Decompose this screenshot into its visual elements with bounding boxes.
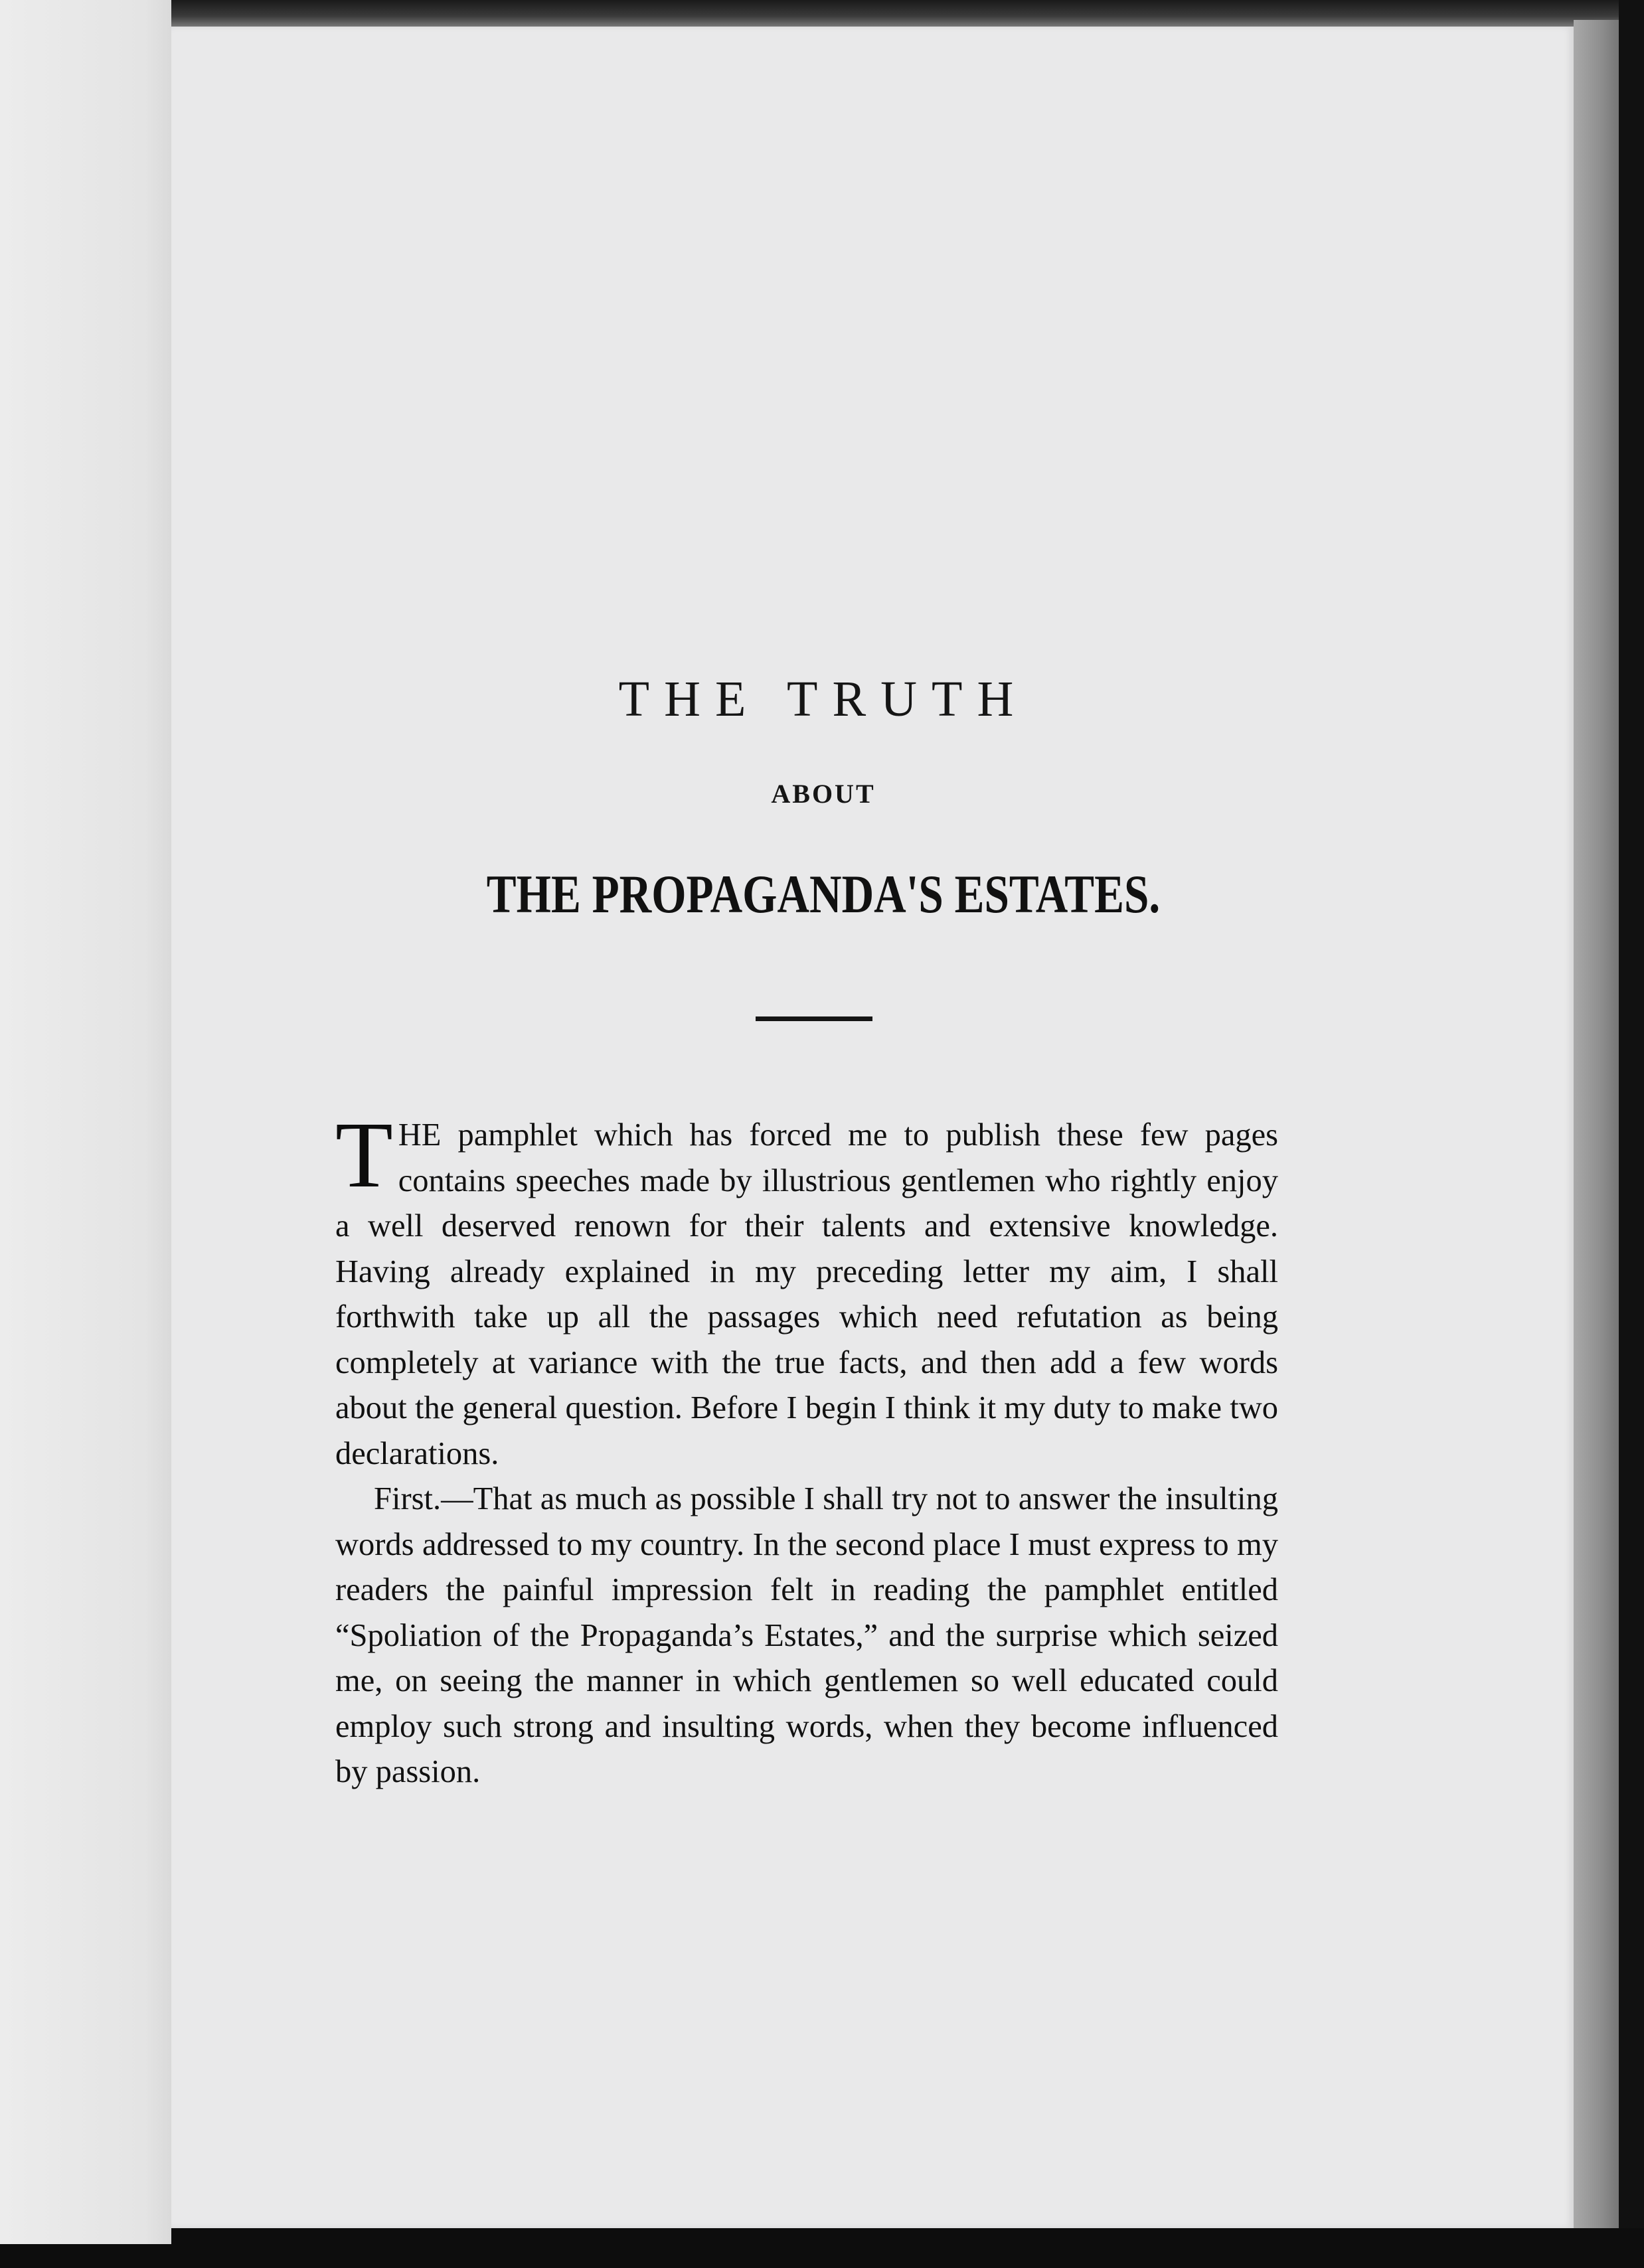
page-subtitle: THE PROPAGANDA'S ESTATES. <box>486 864 1161 924</box>
paragraph-1 <box>335 1102 1278 1477</box>
title-divider-rule <box>756 1016 872 1021</box>
top-scan-border <box>171 0 1644 27</box>
page-edge-shadow <box>1574 20 1619 2231</box>
paragraph-1-text: HE pamphlet which has forced me to publish these few pages contains speeches made by illustrious gentlemen who rightly enjoy a well deserved renown for their talents and extensive knowledge. Having already explained in my preceding letter my aim, I shall forthwith take up all the passages which need refutation as being completely at variance with the true facts, and then add a few words about the general question. Before I begin I think it my duty to make two declarations. <box>335 1117 1278 1471</box>
paragraph-2: First.—That as much as possible I shall try not to answer the insulting words addressed to my country. In the second place I must express to my readers the painful impression felt in reading the pamphlet entitled “Spoliation of the Propaganda’s Estates,” and the surprise which seized me, on seeing the manner in which gentlemen so well educated could employ such strong and insulting words, when they become influenced by passion. <box>335 1481 1278 1789</box>
title-connector: ABOUT <box>771 779 876 809</box>
drop-cap: T <box>335 1102 393 1207</box>
bottom-scan-border <box>171 2228 1644 2268</box>
body-text <box>335 1102 1278 1795</box>
facing-page-edge <box>0 0 181 2244</box>
right-scan-border <box>1619 0 1644 2268</box>
page-title: THE TRUTH <box>618 671 1028 727</box>
